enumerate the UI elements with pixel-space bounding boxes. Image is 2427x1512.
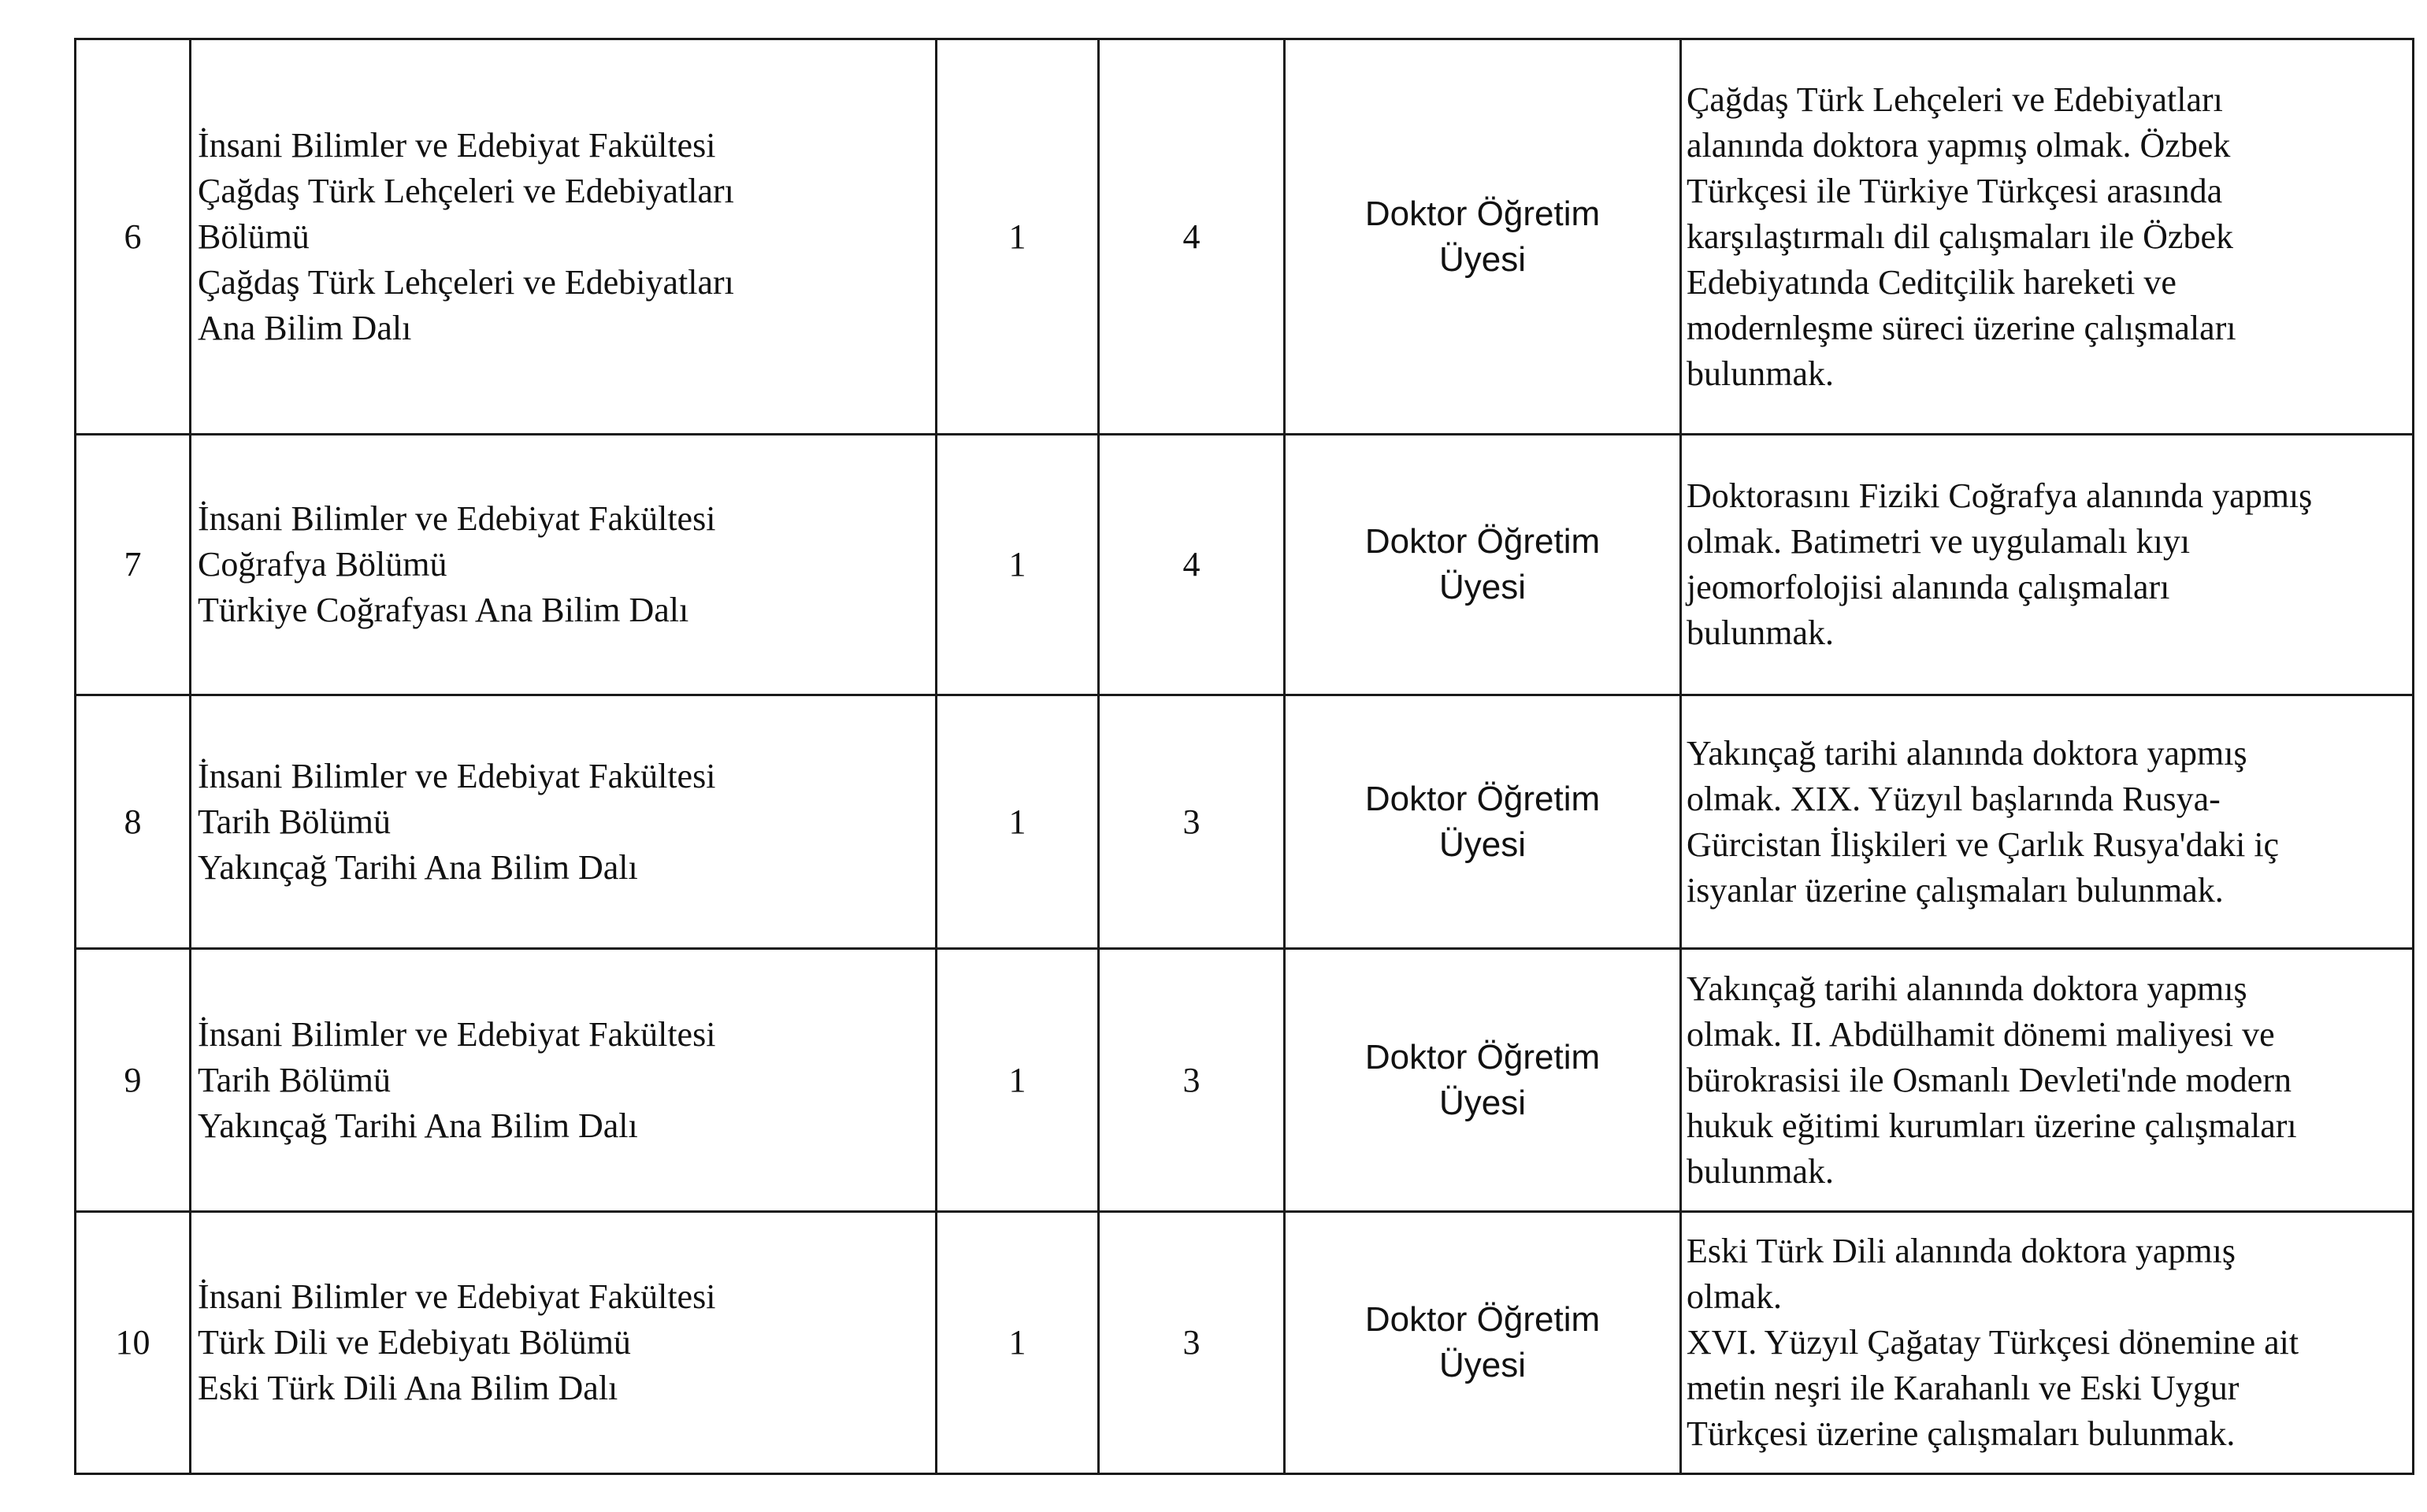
unit-line: Eski Türk Dili Ana Bilim Dalı — [198, 1369, 618, 1407]
requirement-line: Çağdaş Türk Lehçeleri ve Edebiyatları — [1687, 80, 2223, 119]
unit-line: Çağdaş Türk Lehçeleri ve Edebiyatları — [198, 262, 734, 302]
title-line: Doktor Öğretim — [1364, 522, 1601, 561]
unit-line: İnsani Bilimler ve Edebiyat Fakültesi — [198, 1014, 716, 1054]
title-line: Doktor Öğretim — [1364, 779, 1601, 818]
requirement-line: Türkçesi üzerine çalışmaları bulunmak. — [1687, 1414, 2236, 1453]
requirement-cell — [1681, 1212, 2414, 1474]
unit-line: Çağdaş Türk Lehçeleri ve Edebiyatları — [198, 171, 734, 210]
row-number-cell: 7 — [76, 435, 191, 695]
title-cell — [1285, 435, 1681, 695]
requirement-line: olmak. Batimetri ve uygulamalı kıyı — [1687, 522, 2191, 561]
count-cell: 1 — [937, 949, 1099, 1212]
unit-line: İnsani Bilimler ve Edebiyat Fakültesi — [198, 756, 716, 795]
requirement-line: karşılaştırmalı dil çalışmaları ile Özbek — [1687, 217, 2233, 256]
row-number-cell: 6 — [76, 39, 191, 435]
requirement-cell — [1681, 39, 2414, 435]
positions-table — [74, 38, 2414, 1475]
requirement-line: Yakınçağ tarihi alanında doktora yapmış — [1687, 969, 2247, 1008]
title-cell — [1285, 695, 1681, 949]
unit-line: Tarih Bölümü — [198, 802, 392, 841]
requirement-line: Yakınçağ tarihi alanında doktora yapmış — [1687, 733, 2247, 773]
unit-line: Yakınçağ Tarihi Ana Bilim Dalı — [198, 847, 638, 887]
requirement-line: olmak. II. Abdülhamit dönemi maliyesi ve — [1687, 1014, 2275, 1054]
unit-line: Coğrafya Bölümü — [198, 545, 447, 584]
row-number-cell: 8 — [76, 695, 191, 949]
title-cell — [1285, 39, 1681, 435]
unit-line: İnsani Bilimler ve Edebiyat Fakültesi — [198, 125, 716, 165]
requirement-line: olmak. — [1687, 1277, 1782, 1316]
degree-cell: 3 — [1099, 1212, 1285, 1474]
degree-cell: 3 — [1099, 949, 1285, 1212]
requirement-line: modernleşme süreci üzerine çalışmaları — [1687, 308, 2236, 347]
table-row — [76, 695, 2414, 949]
requirement-cell — [1681, 949, 2414, 1212]
table-row — [76, 39, 2414, 435]
requirement-cell — [1681, 435, 2414, 695]
title-line: Doktor Öğretim — [1364, 1300, 1601, 1339]
count-cell: 1 — [937, 695, 1099, 949]
count-cell: 1 — [937, 39, 1099, 435]
table-row — [76, 435, 2414, 695]
unit-cell — [191, 435, 937, 695]
unit-cell — [191, 949, 937, 1212]
unit-cell — [191, 39, 937, 435]
requirement-line: isyanlar üzerine çalışmaları bulunmak. — [1687, 870, 2224, 910]
requirement-line: Edebiyatında Ceditçilik hareketi ve — [1687, 262, 2177, 302]
requirement-line: alanında doktora yapmış olmak. Özbek — [1687, 125, 2231, 165]
unit-cell — [191, 695, 937, 949]
degree-cell: 4 — [1099, 39, 1285, 435]
requirement-line: olmak. XIX. Yüzyıl başlarında Rusya- — [1687, 779, 2221, 818]
requirement-line: jeomorfolojisi alanında çalışmaları — [1687, 568, 2170, 606]
requirement-cell — [1681, 695, 2414, 949]
degree-cell: 3 — [1099, 695, 1285, 949]
table-row — [76, 1212, 2414, 1474]
requirement-line: hukuk eğitimi kurumları üzerine çalışmaları — [1687, 1106, 2297, 1145]
degree-cell: 4 — [1099, 435, 1285, 695]
requirement-line: Türkçesi ile Türkiye Türkçesi arasında — [1687, 171, 2223, 210]
unit-line: Yakınçağ Tarihi Ana Bilim Dalı — [198, 1106, 638, 1145]
table-body — [76, 39, 2414, 1474]
table-row — [76, 949, 2414, 1212]
count-cell: 1 — [937, 435, 1099, 695]
row-number-cell: 9 — [76, 949, 191, 1212]
unit-line: İnsani Bilimler ve Edebiyat Fakültesi — [198, 499, 716, 538]
requirement-line: Eski Türk Dili alanında doktora yapmış — [1687, 1232, 2236, 1270]
title-line: Doktor Öğretim — [1364, 194, 1601, 233]
title-line: Doktor Öğretim — [1364, 1037, 1601, 1077]
unit-cell — [191, 1212, 937, 1474]
unit-line: Tarih Bölümü — [198, 1060, 392, 1099]
count-cell: 1 — [937, 1212, 1099, 1474]
requirement-line: bulunmak. — [1687, 613, 1834, 652]
title-cell — [1285, 949, 1681, 1212]
unit-line: Bölümü — [198, 217, 310, 256]
requirement-line: metin neşri ile Karahanlı ve Eski Uygur — [1687, 1369, 2240, 1407]
title-line: Üyesi — [1438, 825, 1527, 864]
unit-line: Ana Bilim Dalı — [198, 308, 412, 347]
requirement-line: Doktorasını Fiziki Coğrafya alanında yapmış — [1687, 476, 2313, 515]
requirement-line: bürokrasisi ile Osmanlı Devleti'nde modern — [1687, 1060, 2292, 1099]
title-line: Üyesi — [1438, 568, 1527, 606]
title-cell — [1285, 1212, 1681, 1474]
title-line: Üyesi — [1438, 1083, 1527, 1122]
title-line: Üyesi — [1438, 239, 1527, 279]
requirement-line: Gürcistan İlişkileri ve Çarlık Rusya'daki iç — [1687, 825, 2280, 864]
requirement-line: bulunmak. — [1687, 1151, 1834, 1191]
unit-line: Türkiye Coğrafyası Ana Bilim Dalı — [198, 591, 689, 629]
requirement-line: XVI. Yüzyıl Çağatay Türkçesi dönemine ait — [1687, 1323, 2299, 1362]
unit-line: İnsani Bilimler ve Edebiyat Fakültesi — [198, 1277, 716, 1316]
row-number-cell: 10 — [76, 1212, 191, 1474]
title-line: Üyesi — [1438, 1346, 1527, 1384]
requirement-line: bulunmak. — [1687, 354, 1834, 393]
unit-line: Türk Dili ve Edebiyatı Bölümü — [198, 1323, 631, 1362]
